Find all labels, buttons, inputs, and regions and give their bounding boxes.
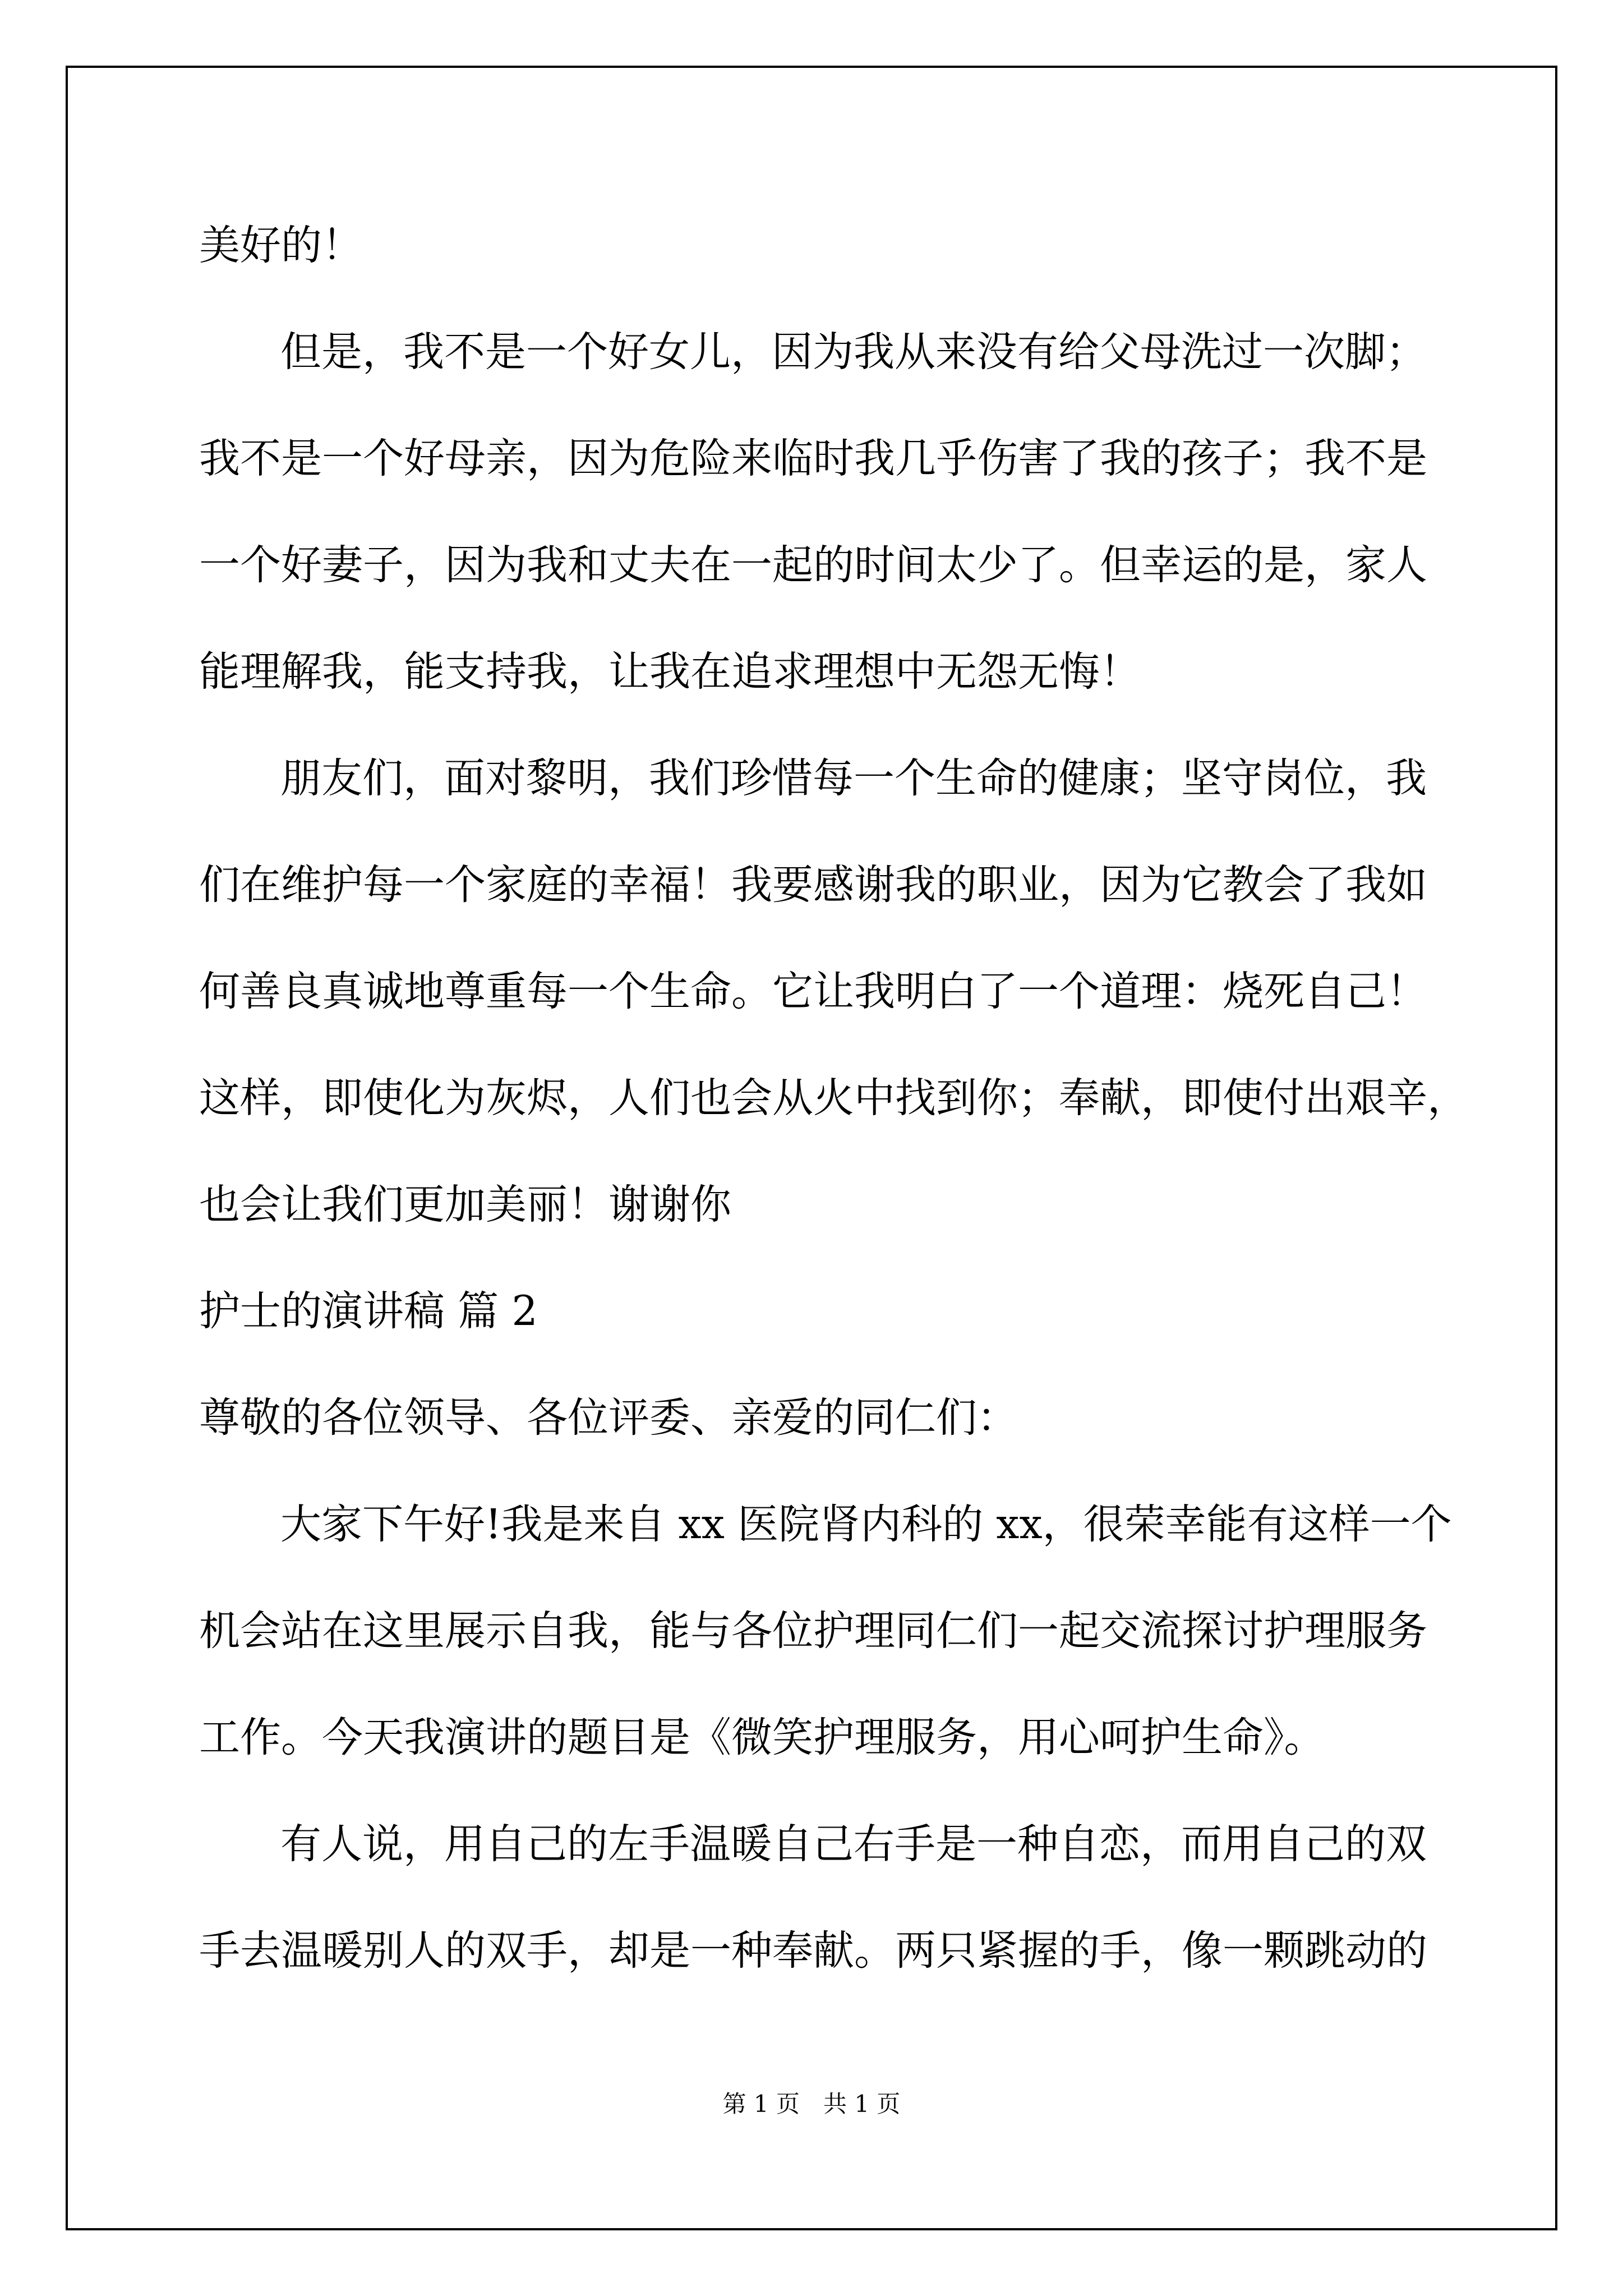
- paragraph-first-line: 但是，我不是一个好女儿，因为我从来没有给父母洗过一次脚；: [280, 328, 1427, 376]
- paragraph-first-line: 大家下午好!我是来自 xx 医院肾内科的 xx，很荣幸能有这样一个: [280, 1501, 1452, 1548]
- text-line: 美好的！: [199, 222, 363, 269]
- text-line: 也会让我们更加美丽！谢谢你: [199, 1181, 731, 1228]
- text-line: 何善良真诚地尊重每一个生命。它让我明白了一个道理：烧死自己！: [199, 968, 1427, 1015]
- text-line: 能理解我，能支持我，让我在追求理想中无怨无悔！: [199, 648, 1141, 696]
- text-line: 工作。今天我演讲的题目是《微笑护理服务，用心呵护生命》。: [199, 1714, 1325, 1761]
- section-heading: 护士的演讲稿 篇 2: [199, 1287, 538, 1335]
- paragraph-first-line: 朋友们，面对黎明，我们珍惜每一个生命的健康；坚守岗位，我: [280, 754, 1427, 802]
- text-line: 这样，即使化为灰烬，人们也会从火中找到你；奉献，即使付出艰辛，: [199, 1074, 1468, 1122]
- text-line: 手去温暖别人的双手，却是一种奉献。两只紧握的手，像一颗跳动的: [199, 1927, 1427, 1975]
- page-footer: 第 1 页 共 1 页: [722, 2090, 901, 2118]
- paragraph-first-line: 有人说，用自己的左手温暖自己右手是一种自恋，而用自己的双: [280, 1820, 1427, 1868]
- text-line: 我不是一个好母亲，因为危险来临时我几乎伤害了我的孩子；我不是: [199, 435, 1427, 482]
- page-border: [66, 66, 1557, 2230]
- salutation: 尊敬的各位领导、各位评委、亲爱的同仁们：: [199, 1394, 1018, 1442]
- text-line: 一个好妻子，因为我和丈夫在一起的时间太少了。但幸运的是，家人: [199, 541, 1427, 589]
- text-line: 们在维护每一个家庭的幸福！我要感谢我的职业，因为它教会了我如: [199, 861, 1427, 909]
- text-line: 机会站在这里展示自我，能与各位护理同仁们一起交流探讨护理服务: [199, 1607, 1427, 1655]
